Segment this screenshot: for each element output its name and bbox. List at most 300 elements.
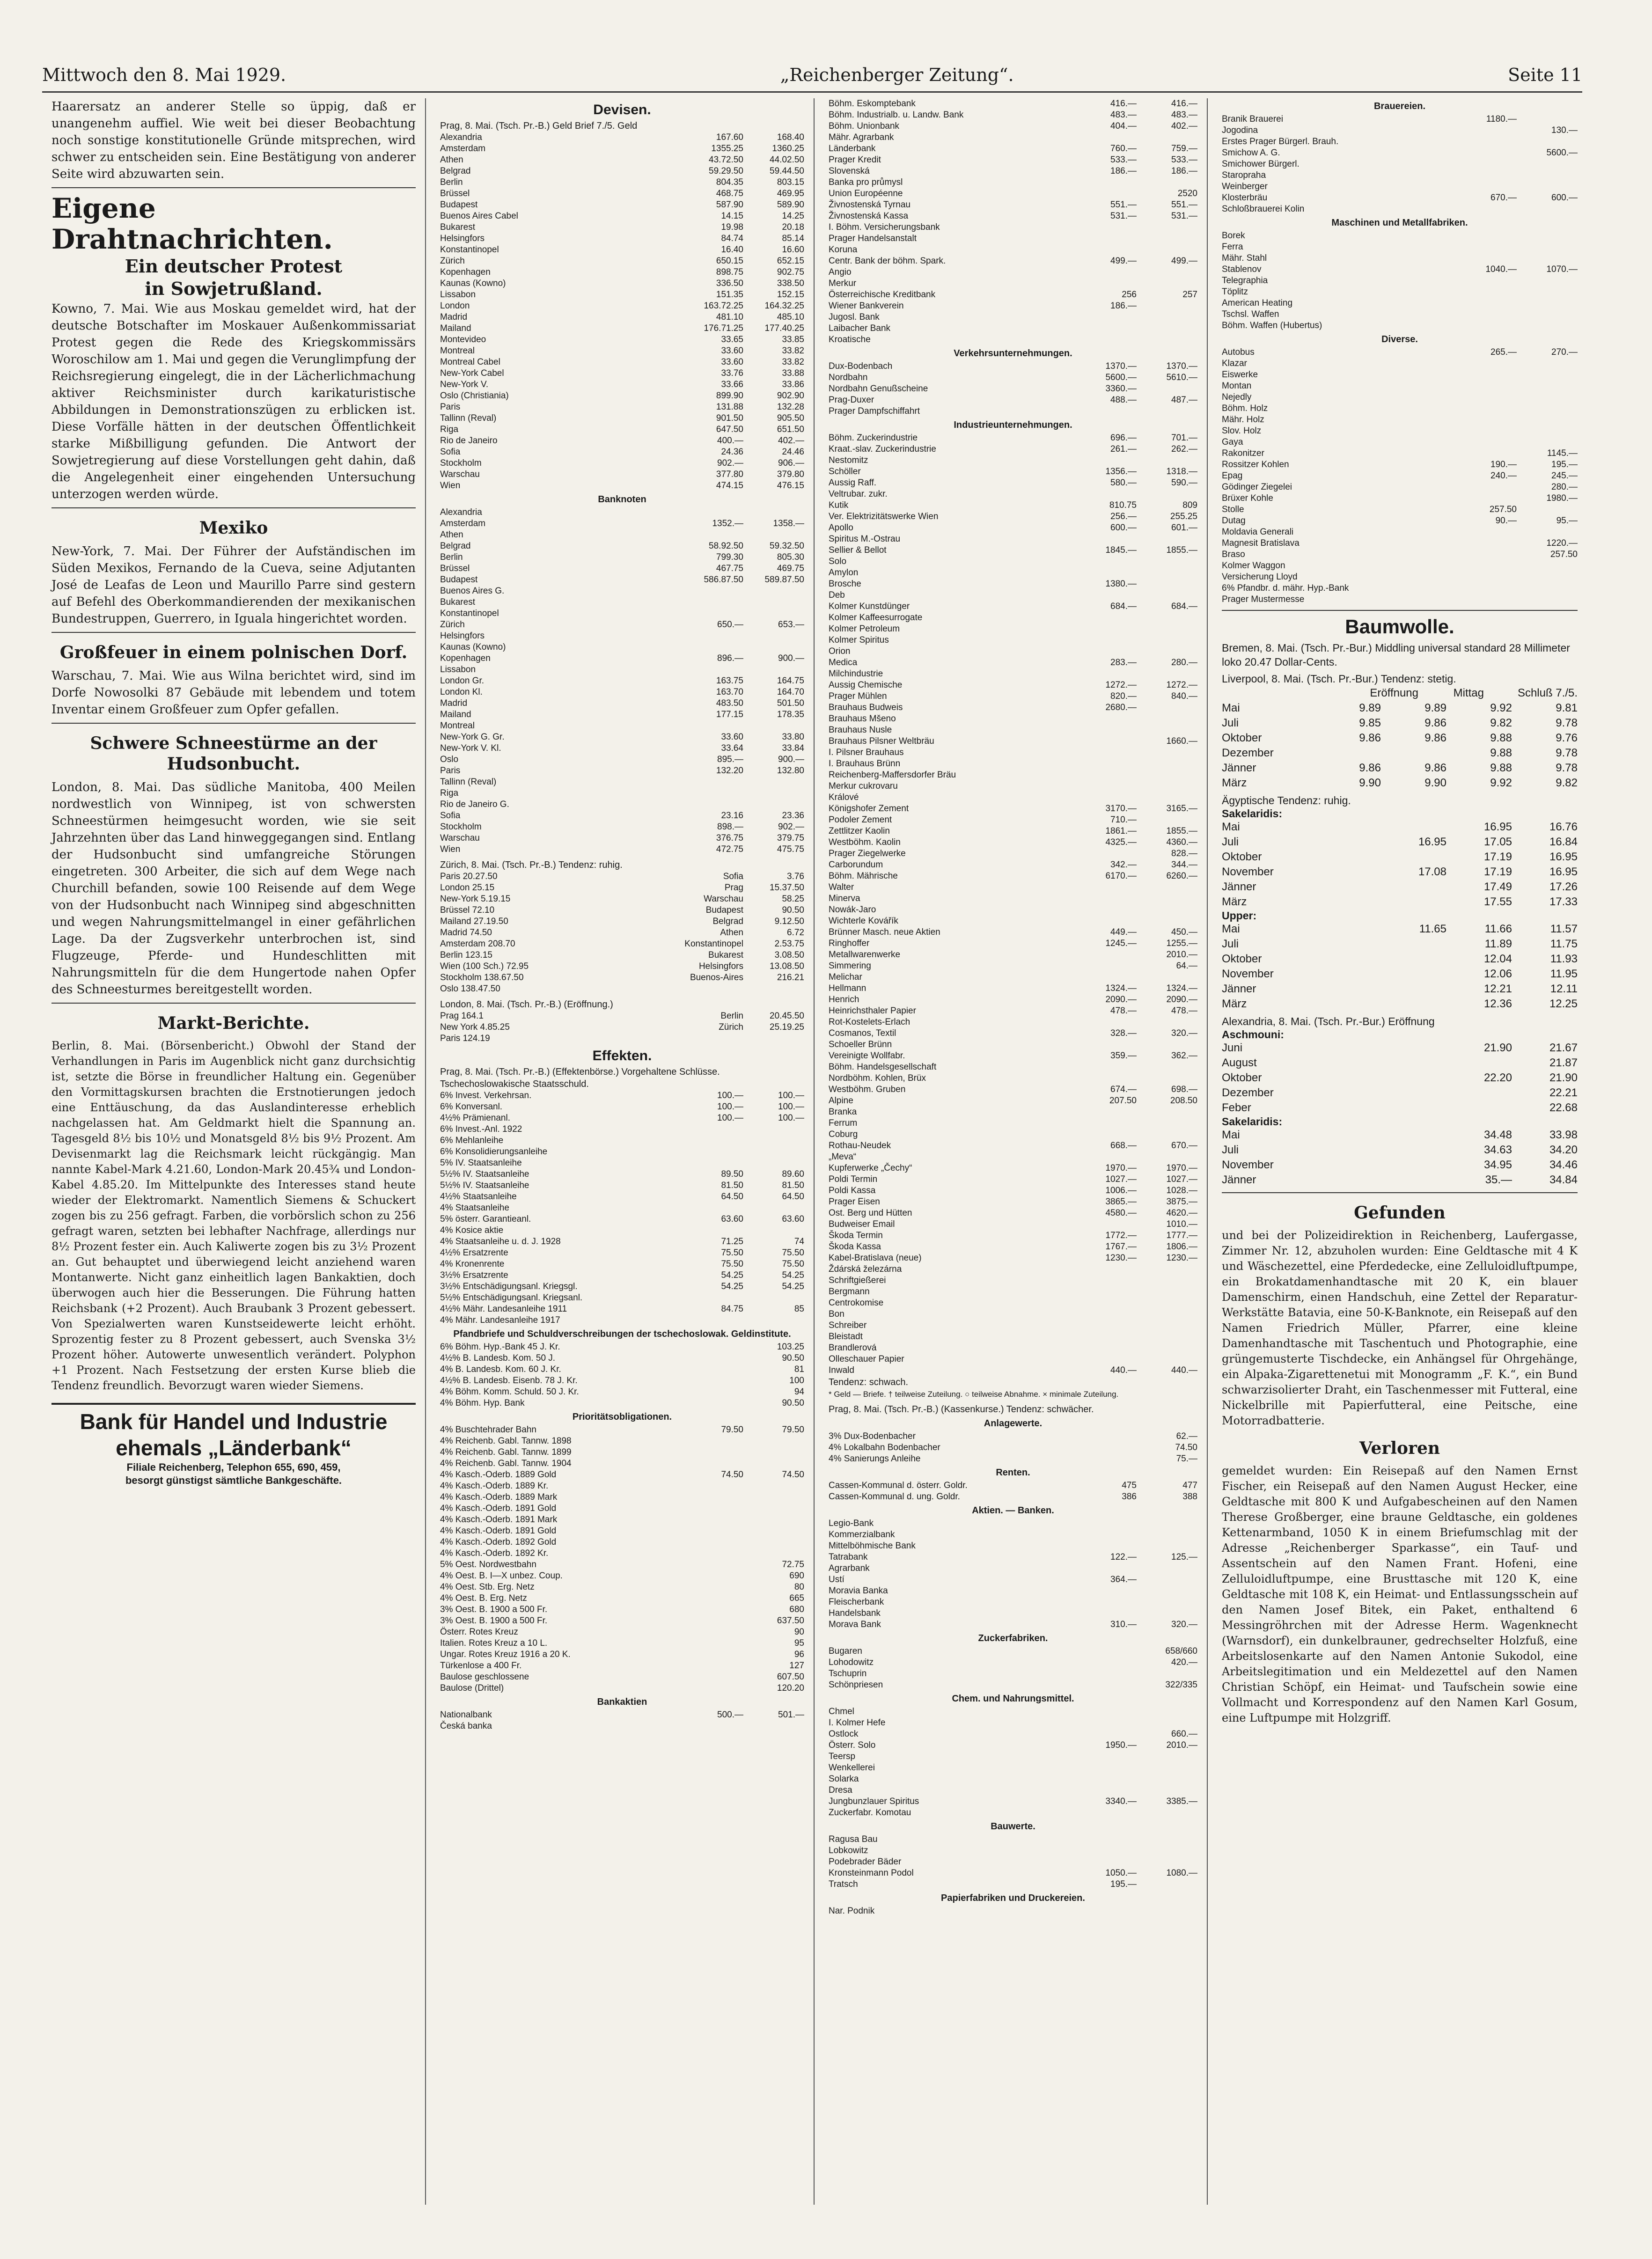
row-label: Weinberger xyxy=(1222,182,1268,191)
row-value: 81.50 xyxy=(721,1181,743,1190)
row-value xyxy=(1517,286,1578,298)
row-label: Alexandria xyxy=(440,507,482,517)
row-value: 1806.— xyxy=(1166,1242,1197,1252)
row-label: 4½% Prämienanl. xyxy=(440,1113,510,1123)
row-value xyxy=(1137,1906,1197,1917)
table-row xyxy=(829,657,1197,668)
table-row xyxy=(829,1597,1197,1608)
row-value: 1010.— xyxy=(1166,1219,1197,1229)
row-value: 607.50 xyxy=(777,1672,804,1682)
row-value xyxy=(1446,1056,1512,1071)
row-value xyxy=(1137,1751,1197,1762)
row-label: New-York V. Kl. xyxy=(440,743,501,753)
table-title: Maschinen und Metallfabriken. xyxy=(1331,218,1468,228)
table-row xyxy=(829,1017,1197,1028)
row-value: 820.— xyxy=(1110,691,1137,701)
row-label: New-York 5.19.15 xyxy=(440,894,511,904)
row-value: 16.95 xyxy=(1549,865,1578,878)
row-label: Melichar xyxy=(829,972,862,982)
row-value xyxy=(683,1124,743,1135)
row-label: Oktober xyxy=(1222,953,1262,965)
table-row xyxy=(829,1762,1197,1774)
divider xyxy=(51,723,416,724)
row-value xyxy=(1517,392,1578,403)
table-row xyxy=(829,500,1197,511)
row-label: Brüssel xyxy=(440,189,470,198)
row-value xyxy=(743,642,804,653)
row-label: Mähr. Agrarbank xyxy=(829,132,894,142)
row-label: Stockholm xyxy=(440,458,482,468)
tendenz-note: Tendenz: schwach. xyxy=(829,1377,909,1387)
row-value xyxy=(683,1582,743,1593)
row-value xyxy=(1517,369,1578,381)
row-value xyxy=(1381,982,1446,997)
row-value xyxy=(1456,594,1517,605)
row-label: Kopenhagen xyxy=(440,267,491,277)
table-row xyxy=(440,894,804,905)
row-label: Moravia Banka xyxy=(829,1586,888,1596)
table-row xyxy=(1222,448,1578,459)
row-value xyxy=(1076,455,1137,466)
table-row xyxy=(440,289,804,301)
row-value: 54.25 xyxy=(782,1270,804,1280)
row-value: 43.72.50 xyxy=(709,155,743,165)
row-value xyxy=(1076,1563,1137,1574)
row-label: Bukarest xyxy=(440,597,475,607)
table-title: Renten. xyxy=(996,1467,1030,1478)
row-value xyxy=(1076,725,1137,736)
table-row xyxy=(829,301,1197,312)
table-row xyxy=(829,1309,1197,1320)
row-value xyxy=(683,1458,743,1469)
row-value: 1180.— xyxy=(1486,114,1517,124)
prioritaet-table xyxy=(440,1424,804,1694)
table-row xyxy=(829,121,1197,132)
ad-line: besorgt günstigst sämtliche Bankgeschäfte. xyxy=(125,1474,342,1486)
row-value: 600.— xyxy=(1551,193,1578,203)
row-label: Oktober xyxy=(1222,732,1262,744)
table-row xyxy=(1222,253,1578,264)
row-value: 840.— xyxy=(1171,691,1197,701)
row-value xyxy=(1517,504,1578,515)
row-label: Cassen-Kommunal d. ung. Goldr. xyxy=(829,1492,960,1502)
table-row xyxy=(829,1118,1197,1129)
row-value: 9.88 xyxy=(1490,747,1512,759)
column-commodities xyxy=(1212,98,1587,2205)
row-value xyxy=(1137,1585,1197,1597)
row-value xyxy=(1456,437,1517,448)
row-value xyxy=(743,1721,804,1732)
table-row xyxy=(1222,865,1578,880)
row-value xyxy=(683,597,743,608)
row-value: 74 xyxy=(794,1237,804,1247)
row-value: 34.95 xyxy=(1483,1159,1512,1171)
row-value xyxy=(1076,882,1137,893)
table-row xyxy=(829,848,1197,859)
row-label: Borek xyxy=(1222,231,1245,241)
row-value: 1660.— xyxy=(1166,736,1197,746)
row-value: 15.37.50 xyxy=(770,883,804,893)
row-label: Stablenov xyxy=(1222,264,1262,274)
row-label: Tallinn (Reval) xyxy=(440,777,497,787)
row-value xyxy=(1076,612,1137,623)
row-value xyxy=(1076,1834,1137,1845)
row-label: Sofia xyxy=(440,811,461,821)
table-row xyxy=(829,1845,1197,1856)
row-value: 16.76 xyxy=(1549,821,1578,833)
row-value xyxy=(1456,560,1517,572)
row-label: Prager Ziegelwerke xyxy=(829,849,906,858)
row-label: Podebrader Bäder xyxy=(829,1857,902,1867)
row-value xyxy=(1076,244,1137,256)
table-row xyxy=(829,1552,1197,1563)
row-value: 90.50 xyxy=(782,1353,804,1363)
row-value xyxy=(1456,275,1517,286)
row-value xyxy=(683,529,743,541)
row-value: 759.— xyxy=(1171,144,1197,154)
table-row xyxy=(440,882,804,894)
row-label: Rakonitzer xyxy=(1222,448,1264,458)
row-value xyxy=(1517,403,1578,414)
row-value xyxy=(743,1315,804,1326)
row-value: 1027.— xyxy=(1105,1174,1137,1184)
row-value: 472.75 xyxy=(716,844,743,854)
row-value: 14.25 xyxy=(782,211,804,221)
row-value: 600.— xyxy=(1110,523,1137,533)
row-value xyxy=(1076,1017,1137,1028)
row-value: 1027.— xyxy=(1166,1174,1197,1184)
row-value: 17.19 xyxy=(1483,851,1512,863)
row-label: Prager Eisen xyxy=(829,1197,880,1207)
row-label: 4% Böhm. Komm. Schuld. 50 J. Kr. xyxy=(440,1387,579,1397)
table-row xyxy=(829,1480,1197,1491)
row-label: Cosmanos, Textil xyxy=(829,1028,896,1038)
table-row xyxy=(829,372,1197,383)
ad-line: Bank für Handel und Industrie xyxy=(80,1409,388,1434)
table-row xyxy=(1222,1085,1578,1100)
table-row xyxy=(1222,746,1578,761)
ashm-title: Aschmouni: xyxy=(1222,1028,1284,1041)
row-label: London 25.15 xyxy=(440,883,495,893)
row-label: Nowák-Jaro xyxy=(829,905,876,915)
row-value xyxy=(1456,392,1517,403)
row-value xyxy=(1456,170,1517,181)
row-label: Prager Mühlen xyxy=(829,691,887,701)
table-row xyxy=(440,1033,804,1044)
cotton-liverpool-meta: Liverpool, 8. Mai. (Tsch. Pr.-Bur.) Tendenz: stetig. xyxy=(1222,673,1456,685)
row-label: 5½% IV. Staatsanleihe xyxy=(440,1181,529,1190)
bank-advertisement xyxy=(51,1403,416,1487)
row-value xyxy=(683,1514,743,1526)
row-value xyxy=(683,642,743,653)
row-value xyxy=(743,1203,804,1214)
row-value: 440.— xyxy=(1110,1365,1137,1375)
row-label: Schriftgießerei xyxy=(829,1276,886,1285)
row-label: Sellier & Bellot xyxy=(829,545,887,555)
row-value: 33.82 xyxy=(782,357,804,367)
row-label: Wien xyxy=(440,481,461,491)
article-title: Großfeuer in einem polnischen Dorf. xyxy=(59,643,408,662)
row-label: Budapest xyxy=(440,200,478,210)
table-row xyxy=(440,1113,804,1124)
lost-heading: Verloren xyxy=(1359,1438,1440,1458)
row-label: Böhm. Waffen (Hubertus) xyxy=(1222,321,1322,330)
row-value: 80 xyxy=(794,1582,804,1592)
row-value: 590.— xyxy=(1171,478,1197,488)
table-row xyxy=(829,1608,1197,1619)
row-label: Madrid xyxy=(440,698,468,708)
table-row xyxy=(829,244,1197,256)
row-value: 684.— xyxy=(1110,601,1137,611)
row-value xyxy=(1456,448,1517,459)
row-label: Kaunas (Kowno) xyxy=(440,279,506,288)
row-value xyxy=(1517,309,1578,320)
header-page-number: Seite 11 xyxy=(1508,65,1582,85)
row-value xyxy=(1446,1085,1512,1100)
row-value xyxy=(1076,635,1137,646)
row-label: 4½% Ersatzrente xyxy=(440,1248,508,1258)
table-row xyxy=(829,1331,1197,1342)
table-row xyxy=(1222,347,1578,358)
table-row xyxy=(440,1424,804,1436)
row-value: 176.71.25 xyxy=(704,323,743,333)
row-value: 9.78 xyxy=(1556,747,1578,759)
row-value: 1370.— xyxy=(1166,361,1197,371)
table-row xyxy=(440,1386,804,1398)
row-label: Škoda Termin xyxy=(829,1231,883,1240)
row-value: Buenos-Aires xyxy=(690,973,743,983)
row-value: 670.— xyxy=(1490,193,1517,203)
row-label: Paris xyxy=(440,766,461,776)
cotton-bremen: Bremen, 8. Mai. (Tsch. Pr.-Bur.) Middling universal standard 28 Millimeter loko 20.47 Dollar-Cents. xyxy=(1222,642,1570,668)
table-row xyxy=(829,803,1197,814)
table-row xyxy=(829,289,1197,301)
row-value: 120.20 xyxy=(777,1683,804,1693)
row-value: 283.— xyxy=(1110,658,1137,667)
row-value: 74.50 xyxy=(721,1470,743,1480)
row-label: Autobus xyxy=(1222,347,1255,357)
row-value: 533.— xyxy=(1171,155,1197,165)
row-value: 12.25 xyxy=(1549,997,1578,1010)
row-label: Koruna xyxy=(829,245,858,255)
row-label: Aussig Chemische xyxy=(829,680,903,690)
table-row xyxy=(829,1005,1197,1017)
row-value: 21.67 xyxy=(1549,1041,1578,1054)
row-label: 4% Kosice aktie xyxy=(440,1225,504,1235)
table-row xyxy=(1222,1128,1578,1143)
table-row xyxy=(829,256,1197,267)
table-row xyxy=(829,323,1197,334)
row-value: 2010.— xyxy=(1166,950,1197,960)
row-value xyxy=(1315,746,1381,761)
row-value: 63.60 xyxy=(782,1214,804,1224)
sakel2-title: Sakelaridis: xyxy=(1222,1115,1283,1128)
row-label: Berlin xyxy=(440,177,463,187)
table-row xyxy=(829,1230,1197,1241)
row-label: Böhm. Zuckerindustrie xyxy=(829,433,918,443)
row-value xyxy=(1456,493,1517,504)
row-value xyxy=(1137,406,1197,417)
row-value xyxy=(743,664,804,675)
table-row xyxy=(440,1447,804,1458)
row-value: 1070.— xyxy=(1546,264,1578,274)
row-value xyxy=(743,1492,804,1503)
row-value xyxy=(1076,848,1137,859)
row-label: Morava Bank xyxy=(829,1620,881,1629)
row-label: 4% Kasch.-Oderb. 1889 Mark xyxy=(440,1492,558,1502)
table-row xyxy=(440,709,804,720)
row-value: 33.84 xyxy=(782,743,804,753)
table-row xyxy=(829,466,1197,477)
row-value: 163.72.25 xyxy=(704,301,743,311)
header-date: Mittwoch den 8. Mai 1929. xyxy=(42,65,286,85)
row-value xyxy=(1137,758,1197,770)
row-label: Telegraphia xyxy=(1222,276,1268,286)
row-value: 5600.— xyxy=(1546,148,1578,158)
row-value xyxy=(743,1503,804,1514)
row-label: Nationalbank xyxy=(440,1710,492,1720)
row-label: November xyxy=(1222,865,1274,878)
table-row xyxy=(829,1657,1197,1668)
row-label: Branik Brauerei xyxy=(1222,114,1283,124)
table-row xyxy=(440,390,804,402)
row-value xyxy=(1076,1354,1137,1365)
row-label: 4% Oest. B. Erg. Netz xyxy=(440,1593,527,1603)
row-value: 902.75 xyxy=(777,267,804,277)
table-row xyxy=(829,590,1197,601)
row-label: Wien xyxy=(440,844,461,854)
table-row xyxy=(1222,230,1578,242)
table-row xyxy=(1222,504,1578,515)
table-row xyxy=(440,720,804,732)
row-label: Smichower Bürgerl. xyxy=(1222,159,1300,169)
row-value xyxy=(743,1526,804,1537)
row-label: New-York V. xyxy=(440,380,489,389)
table-row xyxy=(829,1729,1197,1740)
row-value: 33.76 xyxy=(721,368,743,378)
row-value: 64.— xyxy=(1176,961,1197,971)
row-value xyxy=(1456,527,1517,538)
row-value: 23.36 xyxy=(782,811,804,821)
row-value: 19.98 xyxy=(721,222,743,232)
row-value xyxy=(683,1683,743,1694)
row-value: 164.75 xyxy=(777,676,804,686)
found-heading: Gefunden xyxy=(1354,1203,1446,1223)
row-label: März xyxy=(1222,997,1247,1010)
row-value: 898.— xyxy=(717,822,743,832)
row-label: Dezember xyxy=(1222,1086,1274,1099)
row-value: 684.— xyxy=(1171,601,1197,611)
row-value xyxy=(1137,177,1197,188)
row-label: Jänner xyxy=(1222,762,1256,774)
row-value: 9.92 xyxy=(1490,777,1512,789)
row-value: 1028.— xyxy=(1166,1186,1197,1196)
row-value: 637.50 xyxy=(777,1616,804,1626)
row-value: 20.18 xyxy=(782,222,804,232)
row-value: 3385.— xyxy=(1166,1797,1197,1806)
row-label: 5% österr. Garantieanl. xyxy=(440,1214,531,1224)
table-title: Chem. und Nahrungsmittel. xyxy=(952,1694,1074,1704)
row-value: 54.25 xyxy=(721,1270,743,1280)
row-value xyxy=(683,788,743,799)
table-row xyxy=(1222,895,1578,909)
row-value xyxy=(1456,125,1517,136)
row-label: Tallinn (Reval) xyxy=(440,413,497,423)
row-label: Slov. Holz xyxy=(1222,426,1262,436)
row-value xyxy=(1517,181,1578,192)
row-label: 3% Oest. B. 1900 a 500 Fr. xyxy=(440,1616,548,1626)
row-label: Eiswerke xyxy=(1222,370,1258,380)
row-value: 1272.— xyxy=(1166,680,1197,690)
row-value xyxy=(1137,489,1197,500)
row-value xyxy=(1076,770,1137,781)
table-row xyxy=(440,345,804,357)
row-value: 809 xyxy=(1182,500,1197,510)
row-label: 4% Kasch.-Oderb. 1891 Gold xyxy=(440,1504,557,1513)
table-row xyxy=(1222,967,1578,982)
row-label: Aussig Raff. xyxy=(829,478,877,488)
row-label: Baulose geschlossene xyxy=(440,1672,529,1682)
row-value: 478.— xyxy=(1110,1006,1137,1016)
table-row xyxy=(829,1286,1197,1298)
row-value xyxy=(1137,725,1197,736)
row-label: Rio de Janeiro xyxy=(440,436,498,446)
row-label: Lissabon xyxy=(440,290,476,300)
diverse-table xyxy=(1222,347,1578,605)
row-value: 280.— xyxy=(1551,482,1578,492)
row-value xyxy=(1517,358,1578,369)
row-value xyxy=(1076,1906,1137,1917)
table-row xyxy=(829,1807,1197,1819)
table-row xyxy=(1222,286,1578,298)
row-value: 35.— xyxy=(1485,1174,1512,1186)
table-row xyxy=(1222,493,1578,504)
sakel-title: Sakelaridis: xyxy=(1222,807,1283,820)
row-label: Slovenská xyxy=(829,166,870,176)
row-label: Kroatische xyxy=(829,335,871,345)
row-value xyxy=(683,983,743,995)
row-value xyxy=(683,1375,743,1386)
row-value xyxy=(683,1364,743,1375)
row-value xyxy=(1076,758,1137,770)
row-value xyxy=(743,1225,804,1236)
row-value xyxy=(1381,820,1446,835)
row-value: 320.— xyxy=(1171,1620,1197,1629)
row-value: 9.90 xyxy=(1359,777,1381,789)
row-value xyxy=(1137,383,1197,395)
row-label: Bergmann xyxy=(829,1287,870,1297)
row-value: 1777.— xyxy=(1166,1231,1197,1240)
row-label: Smichow A. G. xyxy=(1222,148,1280,158)
table-row xyxy=(1222,583,1578,594)
row-value xyxy=(1456,309,1517,320)
row-value: Konstantinopel xyxy=(684,939,743,949)
row-value: 79.50 xyxy=(721,1425,743,1435)
divider xyxy=(51,1003,416,1004)
row-value: 906.— xyxy=(778,458,804,468)
row-label: Agrarbank xyxy=(829,1563,870,1573)
row-label: Živnostenská Kassa xyxy=(829,211,909,221)
table-row xyxy=(440,1638,804,1649)
row-value: 404.— xyxy=(1110,121,1137,131)
table-row xyxy=(440,597,804,608)
table-row xyxy=(829,893,1197,904)
row-value: 21.87 xyxy=(1549,1056,1578,1069)
row-label: Poldi Termin xyxy=(829,1174,878,1184)
row-value xyxy=(1137,1834,1197,1845)
row-label: Kolmer Kunstdünger xyxy=(829,601,910,611)
row-value xyxy=(1137,1354,1197,1365)
